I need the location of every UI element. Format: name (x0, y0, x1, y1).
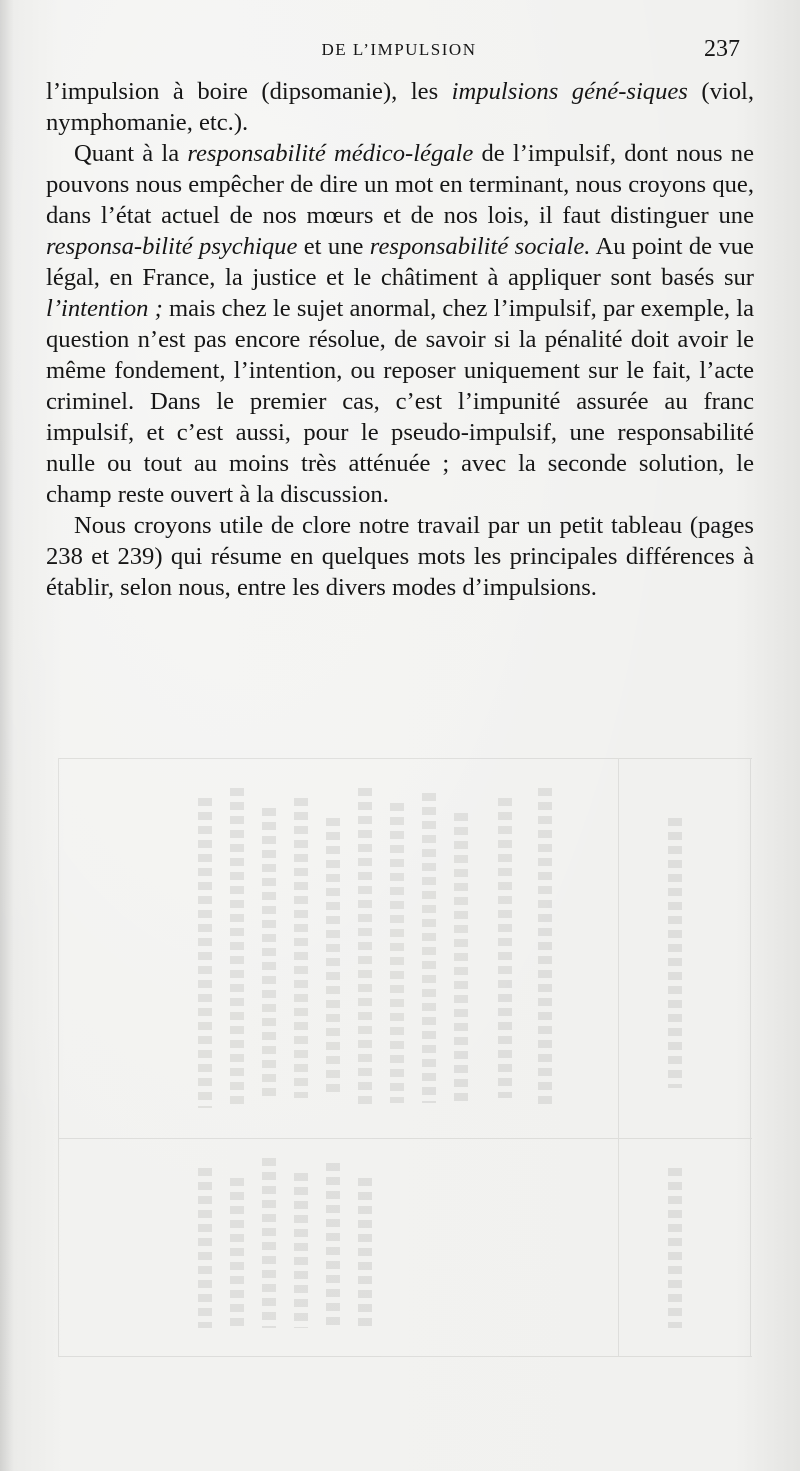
show-through-text (538, 788, 552, 1108)
show-through-text (198, 1168, 212, 1328)
running-head (48, 36, 750, 66)
show-through-text (198, 798, 212, 1108)
show-through-text (668, 818, 682, 1088)
show-through-text (294, 1173, 308, 1328)
show-through-rule (58, 758, 59, 1356)
p2-italic-1: responsabilité médico-légale (187, 140, 474, 167)
p1-italic-1: impulsions géné-siques (451, 78, 688, 105)
p2-italic-4: l’intention ; (46, 295, 163, 322)
p2-text-4: Au point de vue légal, en France, la justice et le châtiment à appliquer sont basés sur (46, 233, 754, 291)
show-through-text (294, 798, 308, 1098)
p2-text-1: Quant à la (74, 140, 188, 167)
p3-text-1: Nous croyons utile de clore notre travail par un petit tableau (pages 238 et 239) qui résume en quelques mots les principales différences à établir, selon nous, entre les divers modes d’impulsions. (46, 512, 754, 601)
p2-text-3: et une (297, 233, 370, 260)
show-through-text (668, 1168, 682, 1328)
show-through-text (358, 1178, 372, 1328)
body-text (46, 76, 754, 603)
p2-italic-2: responsa-bilité psychique (46, 233, 298, 260)
show-through-rule (618, 758, 619, 1356)
show-through-text (498, 798, 512, 1098)
p2-text-5: mais chez le sujet anormal, chez l’impulsif, par exemple, la question n’est pas encore résolue, de savoir si la pénalité doit avoir le même fondement, l’intention, ou reposer uniquement sur le fait, l’acte criminel. Dans le premier cas, c’est l’impunité assurée au franc impulsif, et c’est aussi, pour le pseudo-impulsif, une responsabilité nulle ou tout au moins très atténuée ; avec la seconde solution, le champ reste ouvert à la discussion. (46, 295, 754, 508)
p1-text-1: l’impulsion à boire (dipsomanie), les (46, 78, 452, 105)
page-number: 237 (704, 36, 740, 62)
show-through-text (262, 808, 276, 1098)
p2-text-2: de l’impulsif, dont nous ne pouvons nous empêcher de dire un mot en terminant, nous croyons que, dans l’état actuel de nos mœurs et de nos lois, il faut distinguer une (46, 140, 754, 229)
p2-italic-3: responsabilité sociale. (369, 233, 591, 260)
show-through-text (262, 1158, 276, 1328)
verso-show-through (58, 758, 752, 1358)
show-through-text (454, 813, 468, 1103)
show-through-text (422, 793, 436, 1103)
show-through-rule (58, 758, 752, 759)
show-through-rule (58, 1138, 752, 1139)
show-through-text (326, 818, 340, 1098)
show-through-rule (58, 1356, 752, 1357)
paragraph-3 (46, 510, 754, 603)
page-gutter-shadow (0, 0, 14, 1471)
show-through-text (358, 788, 372, 1108)
show-through-rule (750, 758, 751, 1356)
show-through-text (326, 1163, 340, 1328)
p1-text-2: (viol, nymphomanie, etc.). (46, 78, 755, 136)
paragraph-2 (46, 138, 754, 510)
show-through-text (230, 788, 244, 1108)
show-through-text (390, 803, 404, 1103)
running-title: DE L’IMPULSION (321, 40, 477, 59)
show-through-text (230, 1178, 244, 1328)
paragraph-1 (46, 76, 754, 138)
